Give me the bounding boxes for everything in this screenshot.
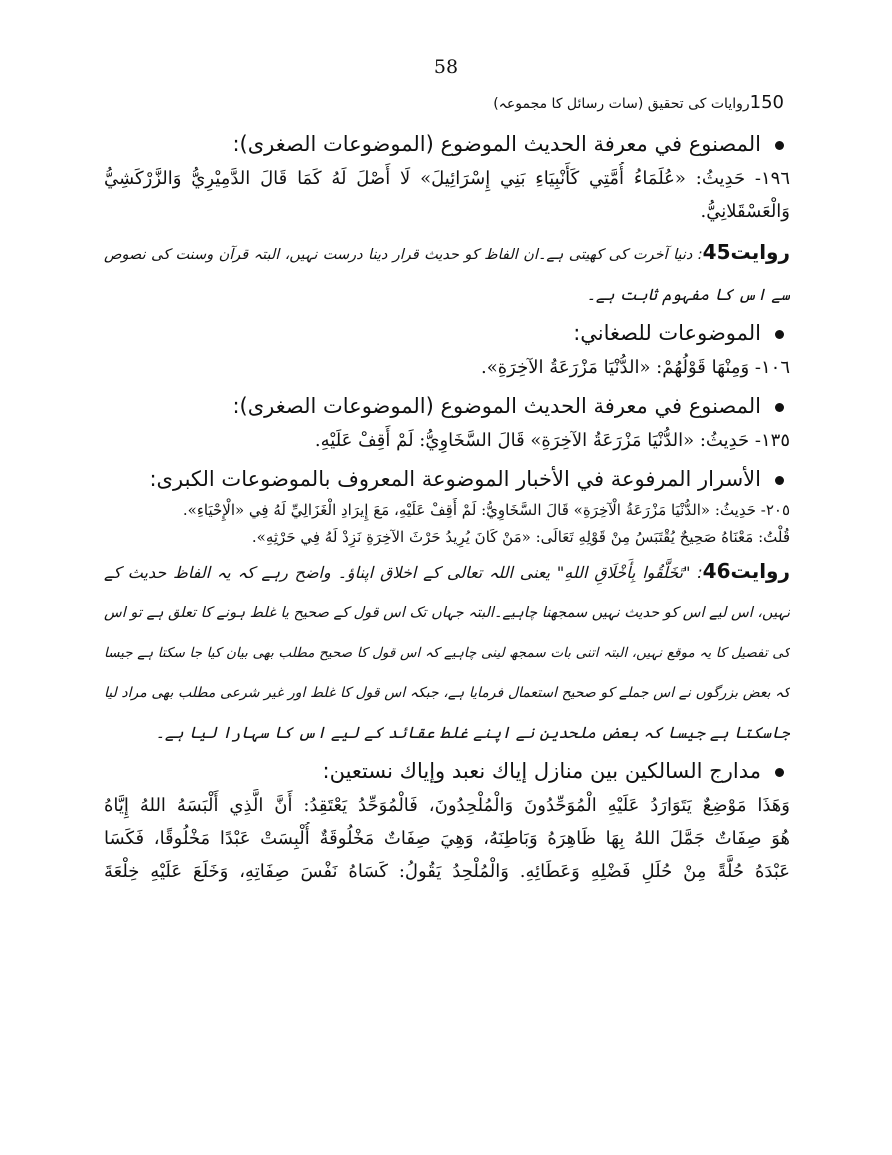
urdu-paragraph-line: روایت45: دنیا آخرت کی کھیتی ہے۔ان الفاظ کو حدیث قرار دینا درست نہیں، البتہ قرآن وسنت کی نصوص <box>104 240 790 264</box>
arabic-line: هُوَ صِفَاتٌ جَمَّلَ اللهُ بِهَا ظَاهِرَهُ وَبَاطِنَهُ، وَهِيَ صِفَاتٌ مَخْلُوقَةٌ أُلْبِسَتْ عَبْدًا مَخْلُوقًا، فَكَسَا <box>104 828 790 849</box>
page-number: 58 <box>433 56 459 78</box>
running-header-text: روایات کی تحقیق (سات رسائل کا مجموعہ) <box>493 96 750 112</box>
urdu-paragraph-line: روایت46: "تَخَلَّقُوا بِأَخْلَاقِ اللهِ" یعنی اللہ تعالی کے اخلاق اپناؤ۔ واضح رہے کہ یہ الفاظ حدیث کے <box>104 559 790 583</box>
riwayat-number: 45 <box>702 240 731 264</box>
urdu-paragraph-line: کی تفصیل کا یہ موقع نہیں، البتہ اتنی بات سمجھ لینی چاہیے کہ اس قول کا صحیح مطلب بھی بیان کیا جا سکتا ہے جیسا <box>104 645 790 661</box>
running-header <box>493 92 784 113</box>
arabic-line: عَبْدَهُ حُلَّةً مِنْ حُلَلِ فَضْلِهِ وَعَطَائِهِ. وَالْمُلْحِدُ يَقُولُ: كَسَاهُ نَفْسَ صِفَاتِهِ، وَخَلَعَ عَلَيْهِ خِلْعَةَ <box>104 861 790 882</box>
urdu-paragraph-line: نہیں، اس لیے اس کو حدیث نہیں سمجھنا چاہیے۔البتہ جہاں تک اس قول کے صحیح یا غلط ہونے کا تعلق ہے تو اس <box>104 605 790 621</box>
arabic-line: ١٩٦- حَدِيثُ: «عُلَمَاءُ أُمَّتِي كَأَنْبِيَاءِ بَنِي إِسْرَائِيلَ» لَا أَصْلَ لَهُ كَمَا قَالَ الدَّمِيْرِيُّ وَالزَّرْكَشِيُّ <box>104 168 790 189</box>
arabic-line: وَالْعَسْقَلانِيُّ. <box>700 201 790 222</box>
arabic-line: وَهَذَا مَوْضِعٌ يَتَوَارَدُ عَلَيْهِ الْمُوَحِّدُونَ وَالْمُلْحِدُونَ، فَالْمُوَحِّدُ يَعْتَقِدُ: أَنَّ الَّذِي أَلْبَسَهُ اللهُ إِيَّاهُ <box>104 795 790 816</box>
bullet-icon <box>775 768 784 777</box>
source-heading: المصنوع في معرفة الحديث الموضوع (الموضوعات الصغرى): <box>104 126 790 162</box>
source-heading: المصنوع في معرفة الحديث الموضوع (الموضوعات الصغرى): <box>104 388 790 424</box>
urdu-paragraph-line: سے اس کا مفہوم ثابت ہے۔ <box>586 285 790 304</box>
urdu-paragraph-line: جاسکتا ہے جیسا کہ بعض ملحدین نے اپنے غلط عقائد کے لیے اس کا سہارا لیا ہے۔ <box>155 723 790 742</box>
arabic-line: ١٠٦- وَمِنْهَا قَوْلُهُمْ: «الدُّنْيَا مَزْرَعَةُ الآخِرَةِ». <box>481 357 790 378</box>
bullet-icon <box>775 403 784 412</box>
arabic-line: ١٣٥- حَدِيثُ: «الدُّنْيَا مَزْرَعَةُ الآخِرَةِ» قَالَ السَّخَاوِيُّ: لَمْ أَقِفْ عَلَيْهِ. <box>314 430 790 451</box>
source-heading: الأسرار المرفوعة في الأخبار الموضوعة المعروف بالموضوعات الكبرى: <box>104 461 790 497</box>
source-heading: الموضوعات للصغاني: <box>104 315 790 351</box>
running-header-number: 150 <box>749 92 784 113</box>
bullet-icon <box>775 330 784 339</box>
riwayat-label: روایت <box>730 240 790 264</box>
riwayat-label: روایت <box>730 559 790 583</box>
riwayat-number: 46 <box>702 559 731 583</box>
arabic-line: ٢٠٥- حَدِيثُ: «الدُّنْيَا مَزْرَعَةُ الْآخِرَةِ» قَالَ السَّخَاوِيُّ: لَمْ أَقِفْ عَلَيْهِ، مَعَ إِيرَادِ الْغَزَالِيِّ لَهُ فِي «الْإِحْيَاءِ». <box>182 501 790 519</box>
bullet-icon <box>775 141 784 150</box>
bullet-icon <box>775 476 784 485</box>
urdu-paragraph-line: کہ بعض بزرگوں نے اس جملے کو صحیح استعمال فرمایا ہے، جبکہ اس قول کا غلط اور غیر شرعی مطلب بھی مراد لیا <box>104 685 790 701</box>
arabic-line: قُلْتُ: مَعْنَاهُ صَحِيحٌ يُقْتَبَسُ مِنْ قَوْلِهِ تَعَالَى: «مَنْ كَانَ يُرِيدُ حَرْثَ الآخِرَةِ نَزِدْ لَهُ فِي حَرْثِهِ». <box>251 528 790 546</box>
source-heading: مدارج السالكين بين منازل إياك نعبد وإياك نستعين: <box>104 753 790 789</box>
page-body <box>104 126 790 888</box>
